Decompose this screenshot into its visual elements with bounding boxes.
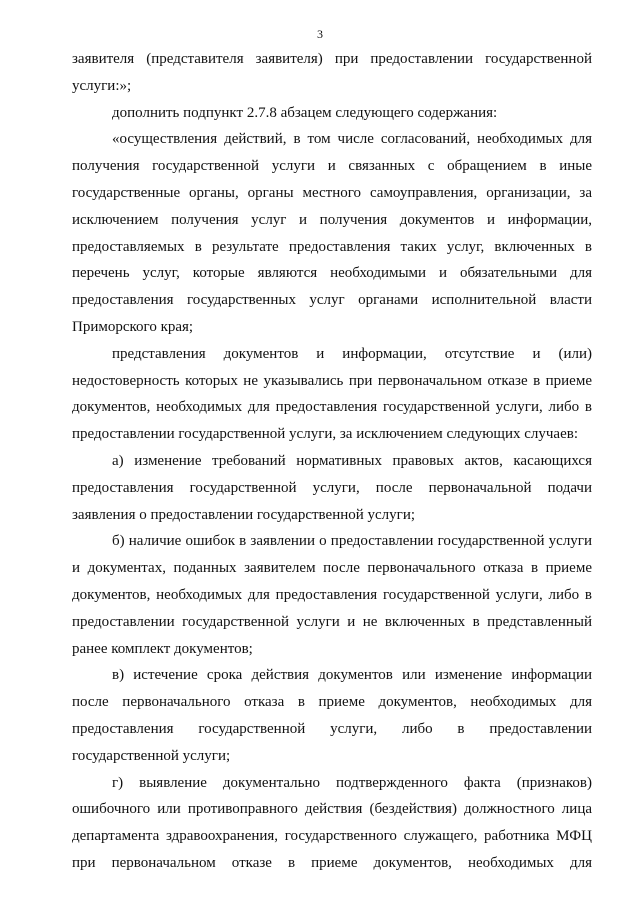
document-body bbox=[72, 46, 592, 877]
paragraph-item-g: г) выявление документально подтвержденного факта (признаков) ошибочного или противоправного действия (бездействия) должностного лица департамента здравоохранения, государственного служащего, работника МФЦ при первоначальном отказе в приеме документов, необходимых для bbox=[72, 774, 592, 871]
paragraph-item-v: в) истечение срока действия документов или изменение информации после первоначального отказа в приеме документов, необходимых для предоставления государственной услуги, либо в предоставлении государственной услуги; bbox=[72, 667, 592, 764]
paragraph-amendment-intro: дополнить подпункт 2.7.8 абзацем следующего содержания: bbox=[112, 104, 498, 121]
paragraph-actions: «осуществления действий, в том числе согласований, необходимых для получения государственной услуги и связанных с обращением в иные государственные органы, органы местного самоуправления, организации, за исключением получения услуг и получения документов и информации, предоставляемых в результате предоставления таких услуг, включенных в перечень услуг, которые являются необходимыми и обязательными для предоставления государственных услуг органами исполнительной власти Приморского края; bbox=[72, 131, 592, 335]
paragraph-item-a: а) изменение требований нормативных правовых актов, касающихся предоставления государственной услуги, после первоначальной подачи заявления о предоставлении государственной услуги; bbox=[72, 452, 592, 523]
paragraph-continuation: заявителя (представителя заявителя) при предоставлении государственной услуги:»; bbox=[72, 51, 592, 94]
page-number: 3 bbox=[317, 27, 323, 41]
paragraph-item-b: б) наличие ошибок в заявлении о предоставлении государственной услуги и документах, поданных заявителем после первоначального отказа в приеме документов, необходимых для предоставления государственной услуги, либо в предоставлении государственной услуги и не включенных в представленный ранее комплект документов; bbox=[72, 533, 592, 657]
paragraph-documents: представления документов и информации, отсутствие и (или) недостоверность которых не указывались при первоначальном отказе в приеме документов, необходимых для предоставления государственной услуги, либо в предоставлении государственной услуги, за исключением следующих случаев: bbox=[72, 345, 592, 443]
